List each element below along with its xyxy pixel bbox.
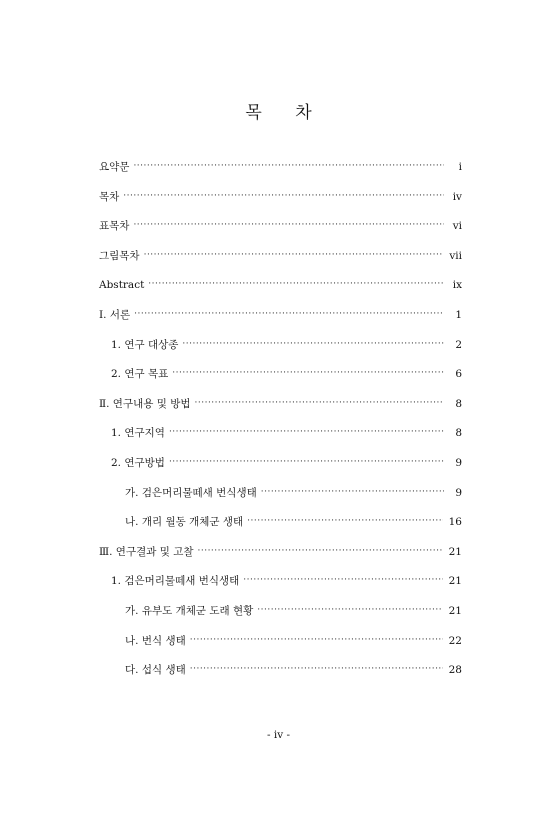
toc-entry-page-number: vi	[452, 220, 462, 233]
toc-entry-page-number: ix	[452, 279, 462, 292]
toc-entry[interactable]	[99, 190, 462, 220]
toc-entry[interactable]	[99, 278, 462, 308]
toc-entry-page-number: 9	[455, 486, 462, 499]
page-title: 목 차	[245, 103, 326, 123]
toc-entry[interactable]	[99, 397, 462, 427]
toc-entry-label: Ⅱ. 연구내용 및 방법	[99, 397, 191, 410]
toc-entry-label: 1. 연구 대상종	[111, 338, 179, 351]
toc-entry-page-number: 6	[455, 368, 462, 381]
toc-entry-label: 가. 유부도 개체군 도래 현황	[125, 604, 254, 617]
toc-entry-label: Ⅰ. 서론	[99, 308, 131, 321]
toc-entry-label: 1. 연구지역	[111, 427, 165, 440]
toc-entry-page-number: 8	[455, 427, 462, 440]
toc-entry-page-number: 21	[448, 545, 462, 558]
toc-entry-label: Abstract	[99, 279, 145, 292]
toc-leader-dots	[133, 218, 444, 233]
toc-entry-page-number: 28	[448, 664, 462, 677]
toc-entry-page-number: 1	[455, 308, 462, 321]
toc-entry[interactable]	[99, 574, 462, 604]
toc-leader-dots	[190, 662, 443, 677]
toc-leader-dots	[182, 337, 444, 352]
toc-entry-label: 다. 섭식 생태	[125, 664, 186, 677]
toc-entry-label: 1. 검은머리물떼새 번식생태	[111, 575, 240, 588]
toc-entry-page-number: 21	[448, 575, 462, 588]
toc-entry[interactable]	[99, 308, 462, 338]
toc-entry[interactable]	[99, 249, 462, 279]
toc-entry[interactable]	[99, 219, 462, 249]
toc-leader-dots	[190, 633, 443, 648]
toc-leader-dots	[257, 603, 442, 618]
toc-entry-label: 그림목차	[99, 249, 140, 262]
toc-entry-page-number: 9	[455, 456, 462, 469]
toc-entry-page-number: vii	[449, 249, 462, 262]
toc-entry[interactable]	[99, 160, 462, 190]
toc-entry-label: 나. 개리 월동 개체군 생태	[125, 516, 244, 529]
toc-entry-page-number: 21	[448, 604, 462, 617]
toc-leader-dots	[172, 366, 444, 381]
toc-entry[interactable]	[99, 367, 462, 397]
toc-entry[interactable]	[99, 634, 462, 664]
toc-entry[interactable]	[99, 456, 462, 486]
toc-leader-dots	[197, 544, 442, 559]
toc-leader-dots	[123, 189, 444, 204]
toc-entry-label: 2. 연구 목표	[111, 368, 169, 381]
page-number-footer: - iv -	[266, 729, 291, 741]
toc-leader-dots	[261, 485, 444, 500]
toc-entry[interactable]	[99, 515, 462, 545]
toc-entry-page-number: 2	[455, 338, 462, 351]
toc-leader-dots	[247, 514, 443, 529]
toc-entry[interactable]	[99, 663, 462, 693]
toc-leader-dots	[195, 396, 445, 411]
toc-leader-dots	[134, 307, 444, 322]
toc-entry-label: 목차	[99, 190, 120, 203]
toc-entry-label: 표목차	[99, 220, 130, 233]
toc-leader-dots	[144, 248, 444, 263]
toc-entry[interactable]	[99, 545, 462, 575]
toc-leader-dots	[169, 425, 444, 440]
toc-leader-dots	[243, 573, 442, 588]
toc-entry-page-number: 22	[448, 634, 462, 647]
toc-entry-page-number: 8	[455, 397, 462, 410]
toc-entry-label: 나. 번식 생태	[125, 634, 186, 647]
toc-leader-dots	[148, 277, 444, 292]
toc-entry-page-number: iv	[452, 190, 462, 203]
toc-entry-page-number: i	[458, 161, 462, 173]
toc-entry[interactable]	[99, 338, 462, 368]
toc-entry-label: 요약문	[99, 161, 130, 173]
toc-entry-page-number: 16	[448, 516, 462, 529]
toc-leader-dots	[169, 455, 444, 470]
toc-leader-dots	[133, 159, 444, 174]
toc-entry[interactable]	[99, 604, 462, 634]
toc-entry-label: 가. 검은머리물떼새 번식생태	[125, 486, 257, 499]
toc-entry[interactable]	[99, 486, 462, 516]
toc-entry[interactable]	[99, 426, 462, 456]
toc-entry-label: Ⅲ. 연구결과 및 고찰	[99, 545, 194, 558]
table-of-contents	[99, 160, 462, 693]
toc-entry-label: 2. 연구방법	[111, 456, 165, 469]
